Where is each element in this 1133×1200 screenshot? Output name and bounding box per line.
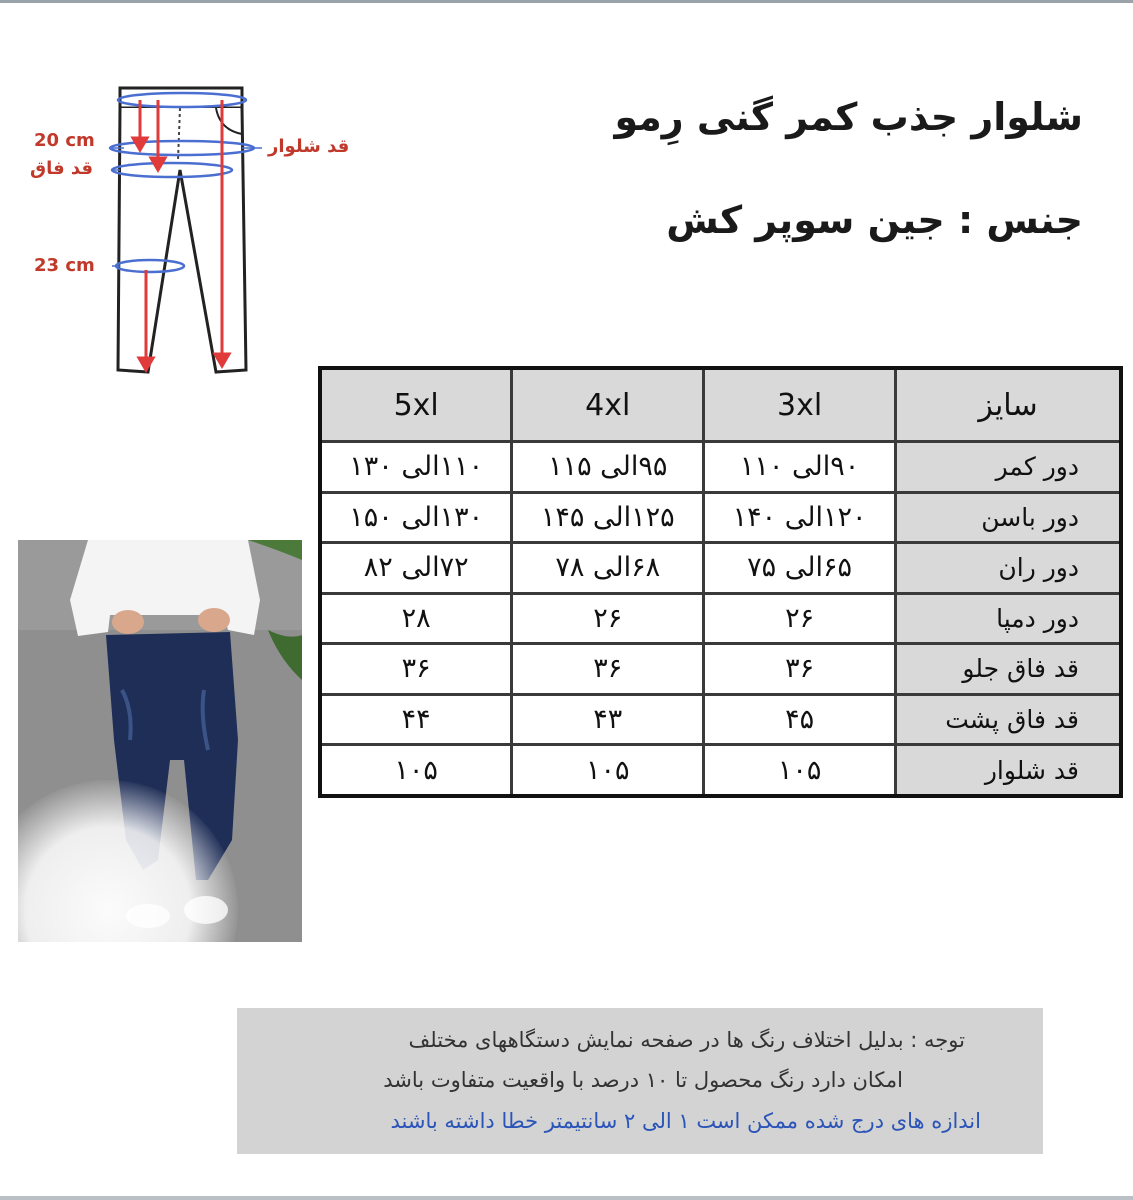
table-row-label: قد فاق پشت: [896, 694, 1122, 745]
table-row-label: دور دمپا: [896, 593, 1122, 644]
table-row: [320, 442, 1121, 493]
table-row: [320, 492, 1121, 543]
table-cell: ۴۳: [512, 694, 704, 745]
table-cell: ۹۰الی ۱۱۰: [704, 442, 896, 493]
table-cell: ۲۸: [320, 593, 512, 644]
table-row: [320, 745, 1121, 796]
note-line-3: اندازه های درج شده ممکن است ۱ الی ۲ سانتیمتر خطا داشته باشند: [390, 1109, 981, 1133]
table-cell: ۱۰۵: [512, 745, 704, 796]
table-cell: ۳۶: [512, 644, 704, 695]
table-row-label: قد فاق جلو: [896, 644, 1122, 695]
table-cell: ۶۵الی ۷۵: [704, 543, 896, 594]
table-cell: ۱۰۵: [320, 745, 512, 796]
label-ghad-fagh: قد فاق: [30, 158, 94, 179]
table-row-label: قد شلوار: [896, 745, 1122, 796]
table-header-cell: 3xl: [704, 368, 896, 442]
table-cell: ۱۲۵الی ۱۴۵: [512, 492, 704, 543]
table-header-cell: 4xl: [512, 368, 704, 442]
table-row-label: دور کمر: [896, 442, 1122, 493]
product-photo: [18, 540, 302, 942]
table-cell: ۹۵الی ۱۱۵: [512, 442, 704, 493]
table-row-label: دور باسن: [896, 492, 1122, 543]
table-cell: ۴۵: [704, 694, 896, 745]
label-20cm: 20 cm: [34, 130, 95, 151]
table-cell: ۲۶: [512, 593, 704, 644]
pants-measurement-diagram: [20, 70, 380, 390]
material-title: جنس : جین سوپر کش: [666, 198, 1083, 242]
table-cell: ۱۱۰الی ۱۳۰: [320, 442, 512, 493]
table-row: [320, 694, 1121, 745]
pants-outline-icon: [20, 70, 380, 390]
note-line-2: امکان دارد رنگ محصول تا ۱۰ درصد با واقعیت متفاوت باشد: [383, 1068, 903, 1092]
size-table: [318, 366, 1123, 798]
note-line-1: توجه : بدلیل اختلاف رنگ ها در صفحه نمایش دستگاههای مختلف: [408, 1028, 965, 1052]
product-title: شلوار جذب کمر گنی رِمو: [614, 95, 1083, 139]
table-row-label: دور ران: [896, 543, 1122, 594]
label-23cm: 23 cm: [34, 255, 95, 276]
table-cell: ۶۸الی ۷۸: [512, 543, 704, 594]
table-cell: ۷۲الی ۸۲: [320, 543, 512, 594]
table-row: [320, 593, 1121, 644]
note-box: [237, 1008, 1043, 1154]
table-cell: ۲۶: [704, 593, 896, 644]
bottom-border: [0, 1196, 1133, 1200]
table-cell: ۱۳۰الی ۱۵۰: [320, 492, 512, 543]
table-header-row: [320, 368, 1121, 442]
table-cell: ۱۲۰الی ۱۴۰: [704, 492, 896, 543]
table-cell: ۳۶: [320, 644, 512, 695]
table-header-cell: سایز: [896, 368, 1122, 442]
size-table-grid: [318, 366, 1123, 798]
table-header-cell: 5xl: [320, 368, 512, 442]
label-ghad-shalvar: قد شلوار: [268, 136, 350, 157]
table-row: [320, 644, 1121, 695]
table-cell: ۳۶: [704, 644, 896, 695]
table-cell: ۱۰۵: [704, 745, 896, 796]
table-row: [320, 543, 1121, 594]
top-border: [0, 0, 1133, 3]
table-cell: ۴۴: [320, 694, 512, 745]
